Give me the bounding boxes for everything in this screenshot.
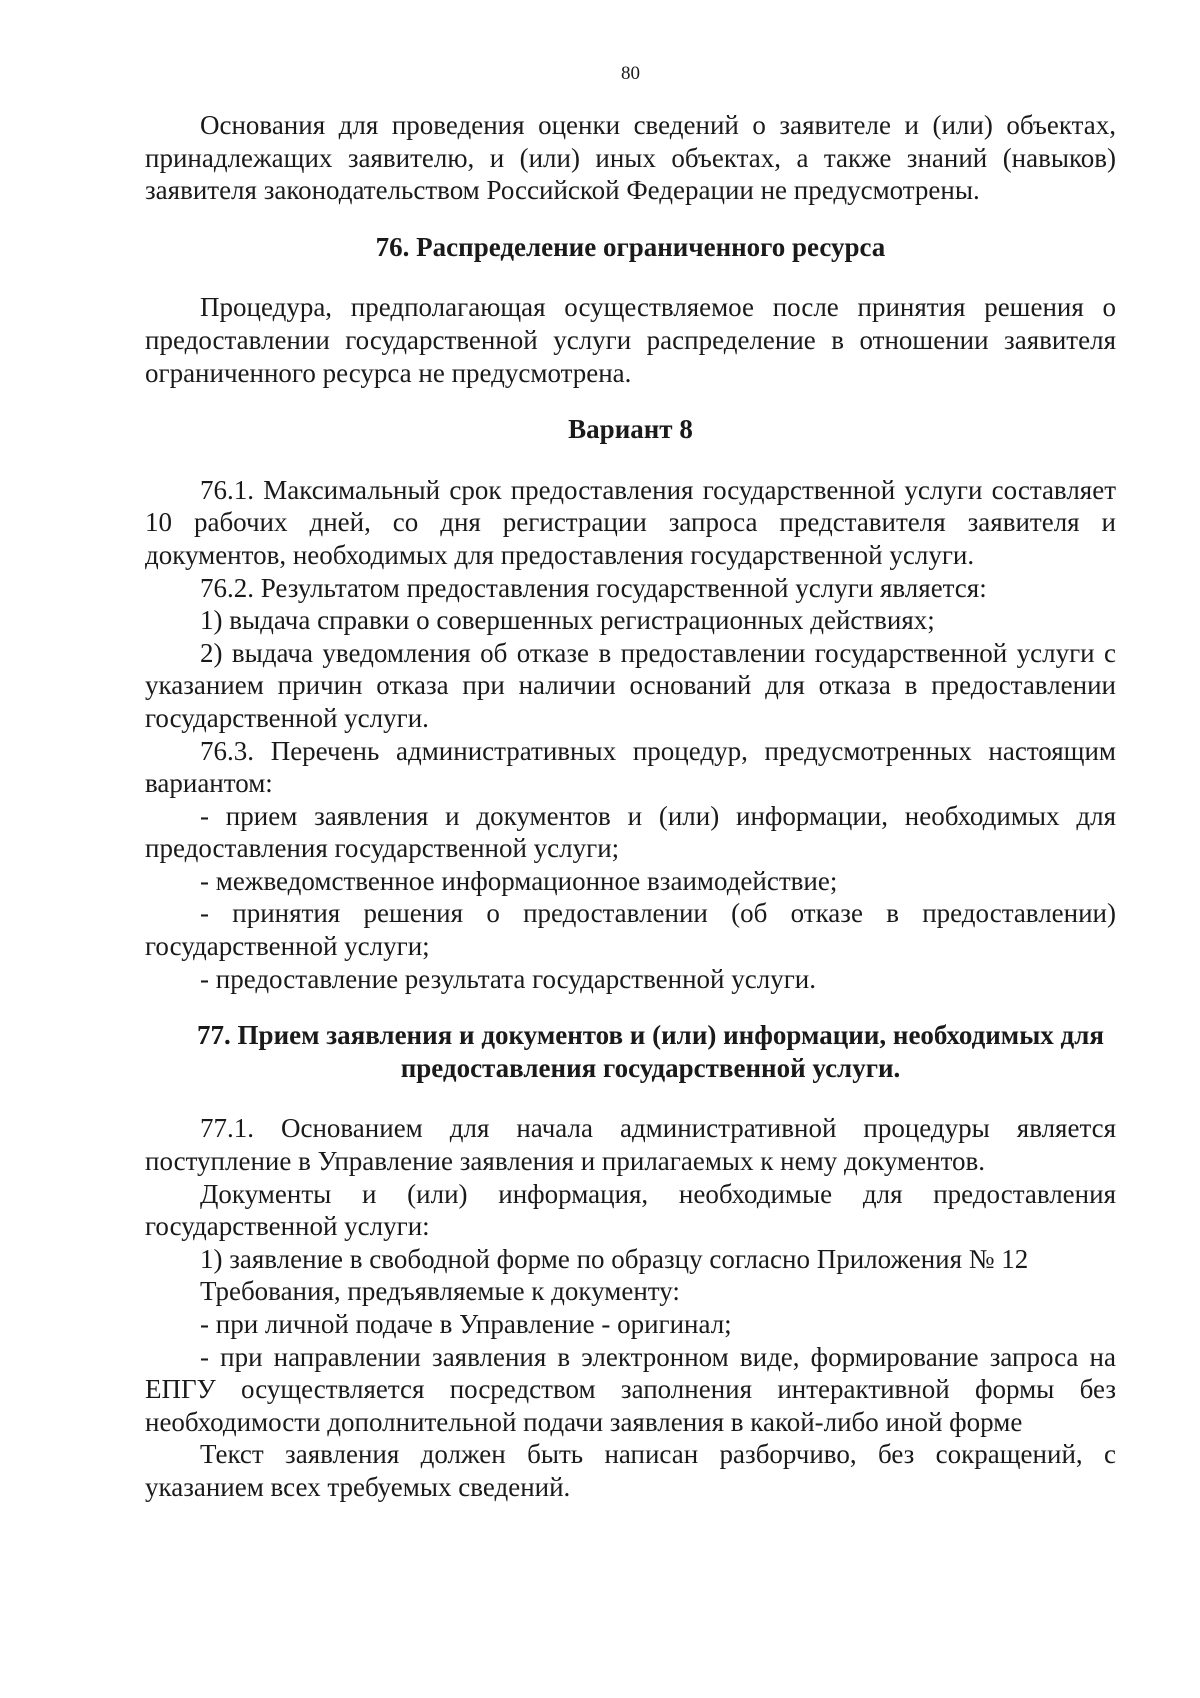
paragraph-76-2: 76.2. Результатом предоставления государственной услуги является: — [200, 572, 987, 603]
list-item-procedure-3: - принятия решения о предоставлении (об отказе в предоставлении) государственной услуги; — [145, 898, 1116, 962]
list-item-procedure-4: - предоставление результата государственной услуги. — [200, 963, 816, 994]
list-item-result-2: 2) выдача уведомления об отказе в предоставлении государственной услуги с указанием причин отказа при наличии оснований для отказа в предоставлении государственной услуги. — [145, 637, 1116, 733]
list-item-application: 1) заявление в свободной форме по образцу согласно Приложения № 12 — [200, 1243, 1029, 1274]
paragraph-application-text: Текст заявления должен быть написан разборчиво, без сокращений, с указанием всех требуемых сведений. — [145, 1439, 1116, 1502]
list-item-result-1: 1) выдача справки о совершенных регистрационных действиях; — [200, 605, 935, 636]
paragraph-76-3: 76.3. Перечень административных процедур, предусмотренных настоящим вариантом: — [145, 735, 1116, 799]
page-number: 80 — [621, 63, 640, 84]
paragraph-grounds-assessment: Основания для проведения оценки сведений о заявителе и (или) объектах, принадлежащих заявителю, и (или) иных объектах, а также знаний (навыков) заявителя законодательством Российской Федерации не предусмотрены. — [145, 110, 1116, 206]
paragraph-76-1: 76.1. Максимальный срок предоставления государственной услуги составляет 10 рабочих дней, со дня регистрации запроса представителя заявителя и документов, необходимых для предоставления государственной услуги. — [145, 474, 1116, 570]
section-heading-76: 76. Распределение ограниченного ресурса — [375, 231, 886, 262]
paragraph-77-1: 77.1. Основанием для начала административной процедуры является поступление в Управление заявления и прилагаемых к нему документов. — [145, 1113, 1116, 1177]
section-heading-77: 77. Прием заявления и документов и (или) информации, необходимых для предоставления государственной услуги. — [197, 1020, 1104, 1083]
paragraph-required-documents: Документы и (или) информация, необходимые для предоставления государственной услуги: — [145, 1178, 1116, 1242]
paragraph-document-requirements: Требования, предъявляемые к документу: — [200, 1276, 680, 1307]
list-item-personal-submission: - при личной подаче в Управление - оригинал; — [200, 1309, 732, 1339]
list-item-electronic-submission: - при направлении заявления в электронном виде, формирование запроса на ЕПГУ осуществляется посредством заполнения интерактивной формы без необходимости дополнительной подачи заявления в какой-либо иной форме — [145, 1341, 1116, 1437]
list-item-procedure-1: - прием заявления и документов и (или) информации, необходимых для предоставления государственной услуги; — [145, 800, 1116, 864]
paragraph-limited-resource: Процедура, предполагающая осуществляемое после принятия решения о предоставлении государственной услуги распределение в отношении заявителя ограниченного ресурса не предусмотрена. — [145, 292, 1116, 388]
variant-heading: Вариант 8 — [568, 414, 693, 445]
list-item-procedure-2: - межведомственное информационное взаимодействие; — [200, 865, 838, 896]
